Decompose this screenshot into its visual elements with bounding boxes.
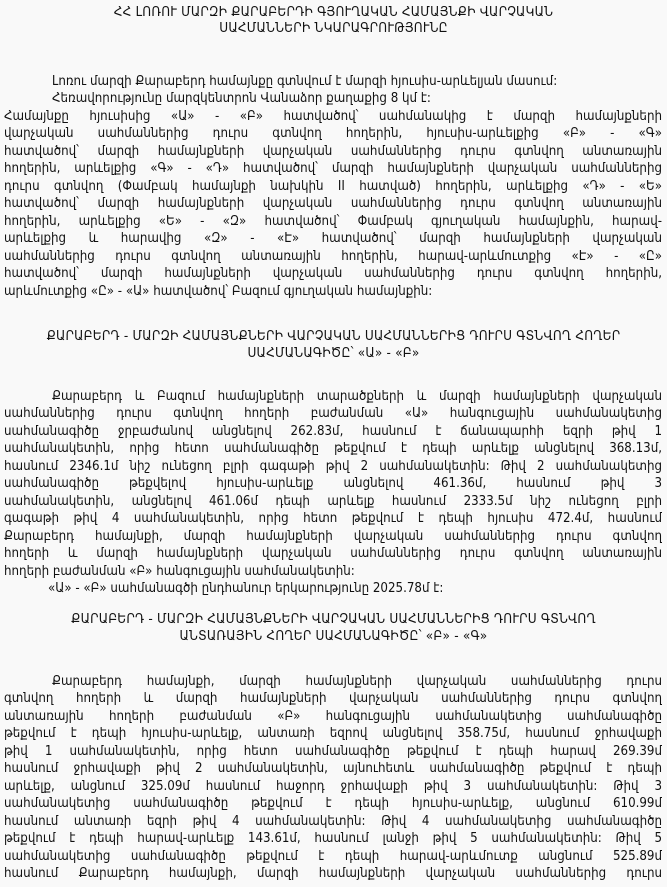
text-line: հողերի բաժանման «Բ» հանգուցային սահմանակետին:	[4, 564, 355, 579]
text-line: արևմուտքից «Ը» - «Ա» հատվածով՝ Բազում գյուղական համայնքին:	[4, 284, 433, 299]
text-line: հասնում 2346.1մ նիշ ունեցող բլրի գագաթի թիվ 2 սահմանակետին: Թիվ 2 սահմանակետից	[4, 459, 662, 474]
text-line: հատվածով՝ մարզի համայնքների վարչական սահմաններից դուրս գտնվող անտառային	[4, 196, 662, 211]
section1-heading-line-2: ՍԱՀՄԱՆԱԳԻԾԸ՝ «Ա» - «Բ»	[247, 345, 420, 361]
section1-heading-line-1: ՔԱՐԱԲԵՐԴ - ՄԱՐԶԻ ՀԱՄԱՅՆՔՆԵՐԻ ՎԱՐՉԱԿԱՆ ՍԱՀՄԱՆՆԵՐԻՑ ԴՈՒՐՍ ԳՏՆՎՈՂ ՀՈՂԵՐ	[46, 328, 621, 344]
text-line: թեքվում է դեպի հարավ-արևելք 143.61մ, հասնում լանջի թիվ 5 սահմանակետին: Թիվ 5	[4, 831, 662, 846]
text-line: արևելքից և հարավից «Զ» - «Է» հատվածով՝ մարզի համայնքների վարչական	[4, 231, 662, 246]
text-line: Լոռու մարզի Քարաբերդ համայնքը գտնվում է մարզի հյուսիս-արևելյան մասում:	[52, 74, 558, 89]
document-title-line-1: ՀՀ ԼՈՌՈՒ ՄԱՐԶԻ ՔԱՐԱԲԵՐԴԻ ԳՅՈՒՂԱԿԱՆ ՀԱՄԱՅՆՔԻ ՎԱՐՉԱԿԱՆ	[113, 4, 554, 20]
text-line: թեքվում է դեպի հյուսիս-արևելք, անտառի եզրով անցնելով 358.75մ, հասնում ջրհավաքի	[4, 726, 662, 741]
text-line: սահմանագիծը թեքվելով հյուսիս-արևելք անցնելով 461.36մ, հասնում թիվ 3	[4, 476, 662, 491]
text-line: դուրս գտնվող (Փամբակ համայնքի նախկին II հատված) հողերին, արևելքից «Դ» - «Ե»	[4, 179, 662, 194]
section2-heading-line-2: ԱՆՏԱՌԱՅԻՆ ՀՈՂԵՐ ՍԱՀՄԱՆԱԳԻԾԸ՝ «Բ» - «Գ»	[179, 628, 488, 644]
text-line: հասնում ջրհավաքի թիվ 2 սահմանակետին, այնուհետև սահմանագիծը թեքվում է դեպի	[4, 761, 662, 776]
text-line: հողերին, արևելքից «Ե» - «Զ» հատվածով՝ Փամբակ գյուղական համայնքին, հարավ-	[4, 214, 662, 229]
text-line: սահմանակետին, որից հետո սահմանագիծը թեքվում է դեպի արևելք անցնելով 368.13մ,	[4, 441, 662, 456]
text-line: սահմանակետից սահմանագիծը թեքվում է դեպի հյուսիս-արևելք, անցնում 610.99մ	[4, 796, 662, 811]
text-line: սահմաններից դուրս գտնվող հողերի բաժանման «Ա» հանգուցային սահմանակետից	[4, 406, 662, 421]
text-line: սահմանակետին, անցնելով 461.06մ դեպի արևելք հասնում 2333.5մ նիշ ունեցող բլրի	[4, 494, 662, 509]
text-line: հասնում Քարաբերդ համայնքի, մարզի համայնքների վարչական սահմաններից դուրս	[4, 866, 662, 881]
text-line: Քարաբերդ և Բազում համայնքների տարածքների և մարզի համայնքների վարչական	[52, 389, 662, 404]
text-line: սահմանագիծը ջրբաժանով անցնելով 262.83մ, հասնում է ճանապարհի եզրի թիվ 1	[4, 424, 662, 439]
text-line: սահմաններից դուրս գտնվող անտառային հողերին, հարավ-արևմուտքից «Է» - «Ը»	[4, 249, 662, 264]
text-line: վարչական սահմաններից դուրս գտնվող հողերին, հյուսիս-արևելքից «Բ» - «Գ»	[4, 126, 662, 141]
text-line: գտնվող հողերի և մարզի համայնքների վարչական սահմաններից դուրս գտնվող	[4, 691, 662, 706]
document-title-line-2: ՍԱՀՄԱՆՆԵՐԻ ՆԿԱՐԱԳՐՈՒԹՅՈՒՆԸ	[219, 20, 448, 36]
text-line: անտառային հողերի բաժանման «Բ» հանգուցային սահմանակետից սահմանագիծը	[4, 709, 662, 724]
text-line: հատվածով՝ մարզի համայնքների վարչական սահմաններից դուրս գտնվող անտառային	[4, 144, 662, 159]
text-line: Հեռավորությունը մարզկենտրոն Վանաձոր քաղաքից 8 կմ է:	[52, 91, 431, 106]
text-line: Համայնքը հյուսիսից «Ա» - «Բ» հատվածով՝ սահմանակից է մարզի համայնքների	[4, 109, 662, 124]
section2-heading-line-1: ՔԱՐԱԲԵՐԴ - ՄԱՐԶԻ ՀԱՄԱՅՆՔՆԵՐԻ ՎԱՐՉԱԿԱՆ ՍԱՀՄԱՆՆԵՐԻՑ ԴՈՒՐՍ ԳՏՆՎՈՂ	[71, 611, 596, 627]
text-line: արևելք, անցնում 325.09մ հասնում հաջորդ ջրհավաքի թիվ 3 սահմանակետին: Թիվ 3	[4, 779, 662, 794]
text-line: հողերին, արևելքից «Գ» - «Դ» հատվածով՝ մարզի համայնքների վարչական սահմաններից	[4, 161, 662, 176]
text-line: գագաթի թիվ 4 սահմանակետին, որից հետո թեքվում է դեպի հյուսիս 472.4մ, հասնում	[4, 511, 662, 526]
text-line: հասնում անտառի եզրի թիվ 4 սահմանակետին: Թիվ 4 սահմանակետից սահմանագիծը	[4, 814, 662, 829]
text-line: հողերի և մարզի համայնքների վարչական սահմաններից դուրս գտնվող անտառային	[4, 546, 662, 561]
text-line: Քարաբերդ համայնքի, մարզի համայնքների վարչական սահմաններից դուրս	[52, 674, 662, 689]
text-line: Քարաբերդ համայնքի, մարզի համայնքների վարչական սահմաններից դուրս գտնվող	[4, 529, 662, 544]
section1-total-length: «Ա» - «Բ» սահմանագծի ընդհանուր երկարությունը 2025.78մ է:	[48, 581, 444, 596]
text-line: սահմանակետից սահմանագիծը թեքվում է դեպի հարավ-արևմուտք անցնում 525.89մ	[4, 849, 662, 864]
text-line: թիվ 1 սահմանակետին, որից հետո սահմանագիծը թեքվում է դեպի հարավ 269.39մ	[4, 744, 662, 759]
text-line: հատվածով՝ մարզի համայնքների վարչական սահմաններից դուրս գտնվող հողերին,	[4, 266, 662, 281]
